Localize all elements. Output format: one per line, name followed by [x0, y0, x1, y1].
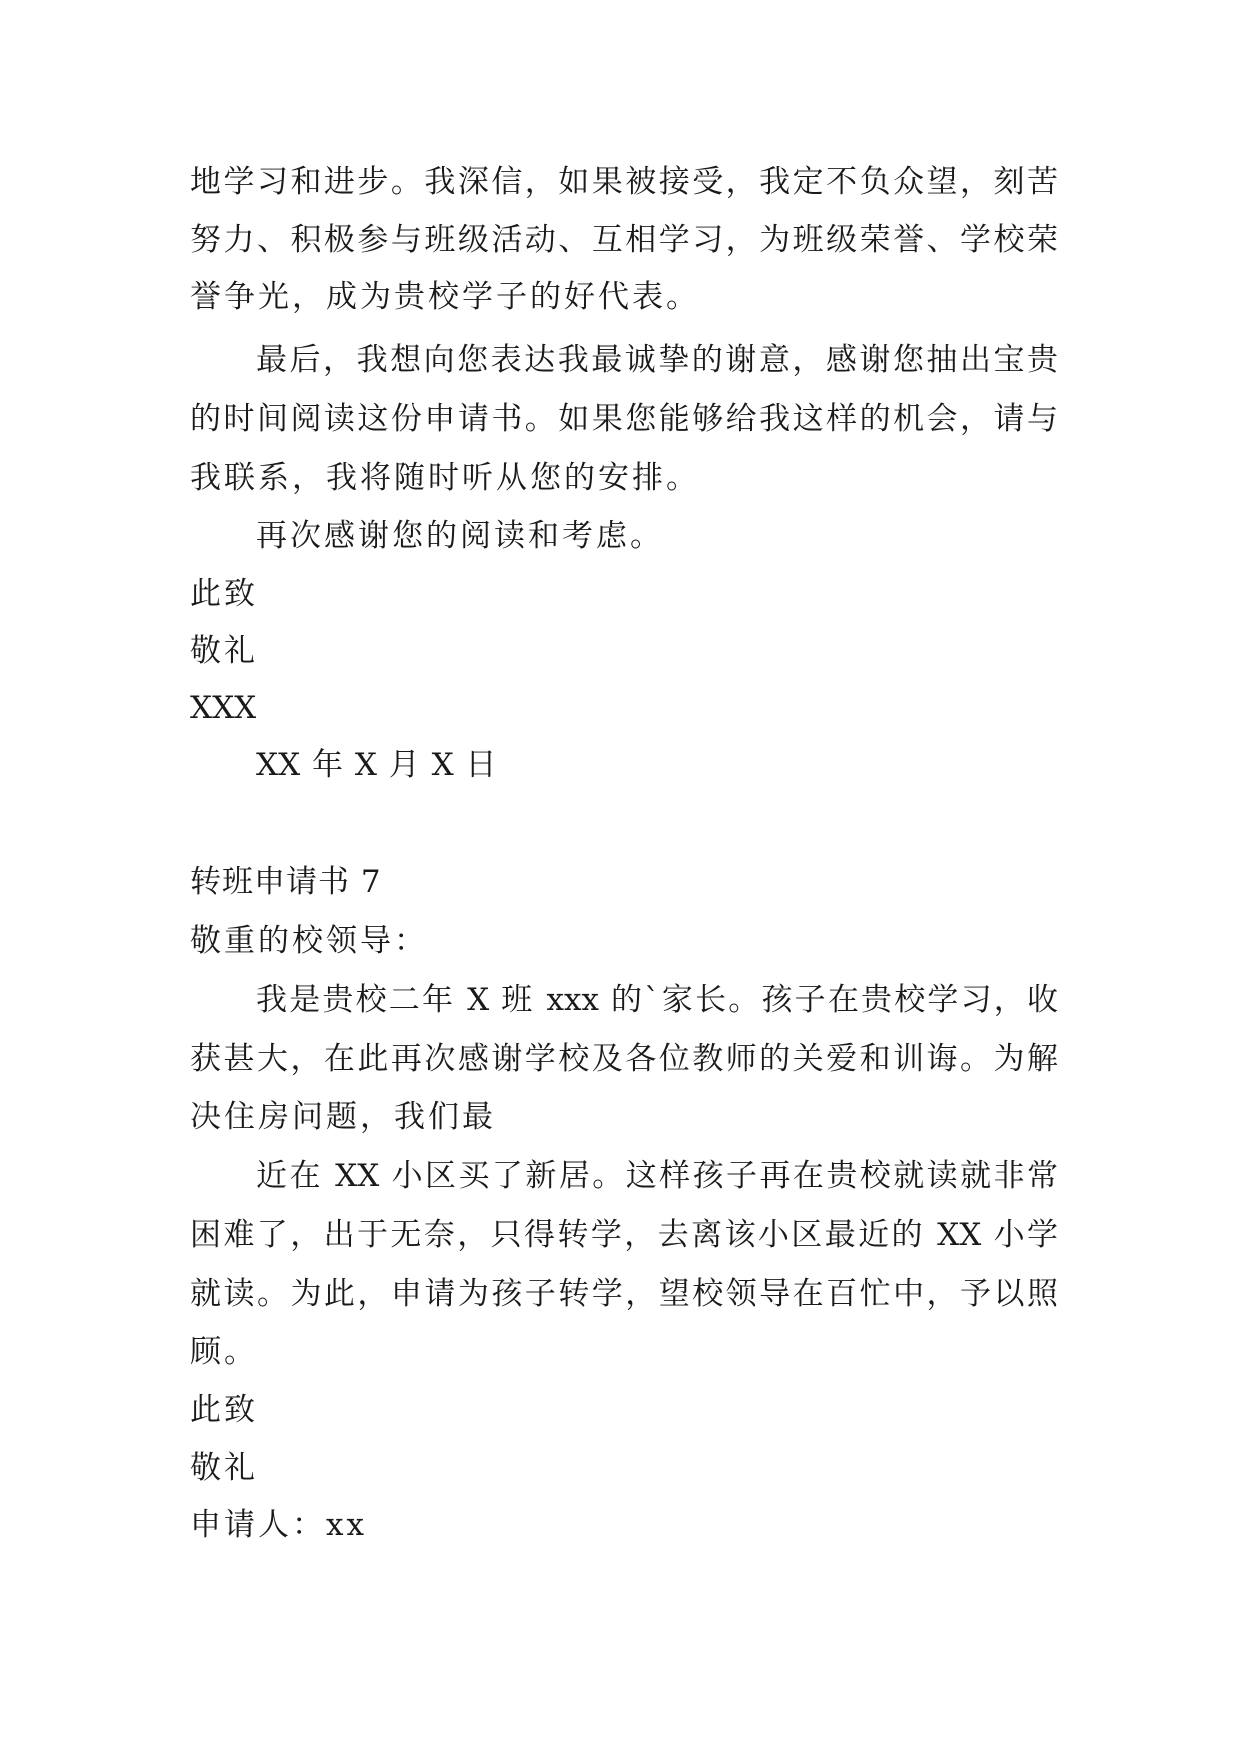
- letter2-closing-1: 此致: [190, 1392, 258, 1428]
- letter2-applicant: 申请人：xx: [190, 1507, 367, 1543]
- letter1-paragraph-a-line-2: 努力、积极参与班级活动、互相学习，为班级荣誉、学校荣: [190, 222, 1058, 258]
- letter2-title: 转班申请书 7: [190, 864, 382, 900]
- letter1-paragraph-c: 再次感谢您的阅读和考虑。: [256, 518, 664, 554]
- letter2-closing-2: 敬礼: [190, 1450, 258, 1486]
- letter1-paragraph-b-line-3: 我联系，我将随时听从您的安排。: [190, 460, 700, 496]
- letter2-paragraph-a-line-2: 获甚大，在此再次感谢学校及各位教师的关爱和训诲。为解: [190, 1041, 1058, 1077]
- letter2-paragraph-b-line-3: 就读。为此，申请为孩子转学，望校领导在百忙中，予以照: [190, 1276, 1058, 1312]
- letter1-signature: XXX: [190, 690, 257, 726]
- letter2-paragraph-b-line-2: 困难了，出于无奈，只得转学，去离该小区最近的 XX 小学: [190, 1217, 1058, 1253]
- letter1-paragraph-a-line-1: 地学习和进步。我深信，如果被接受，我定不负众望，刻苦: [190, 164, 1058, 200]
- letter1-closing-2: 敬礼: [190, 633, 258, 669]
- letter1-paragraph-a-line-3: 誉争光，成为贵校学子的好代表。: [190, 279, 700, 315]
- letter2-paragraph-b-line-4: 顾。: [190, 1334, 258, 1370]
- letter1-date: XX 年 X 月 X 日: [256, 747, 497, 783]
- letter1-closing-1: 此致: [190, 576, 258, 612]
- letter2-salutation: 敬重的校领导：: [190, 923, 428, 959]
- letter2-paragraph-a-line-3: 决住房问题，我们最: [190, 1099, 496, 1135]
- letter1-paragraph-b-line-2: 的时间阅读这份申请书。如果您能够给我这样的机会，请与: [190, 401, 1058, 437]
- letter1-paragraph-b-line-1: 最后，我想向您表达我最诚挚的谢意，感谢您抽出宝贵: [256, 342, 1058, 378]
- letter2-paragraph-a-line-1: 我是贵校二年 X 班 xxx 的`家长。孩子在贵校学习，收: [256, 982, 1058, 1018]
- letter2-paragraph-b-line-1: 近在 XX 小区买了新居。这样孩子再在贵校就读就非常: [256, 1158, 1058, 1194]
